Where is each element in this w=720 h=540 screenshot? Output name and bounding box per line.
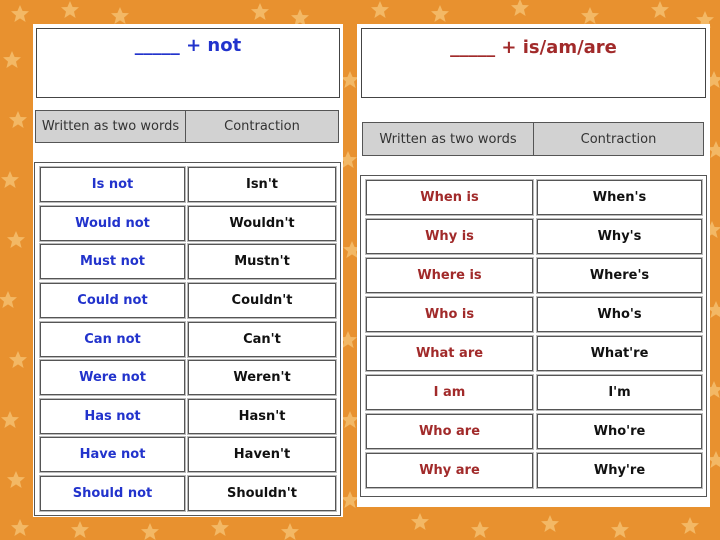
table-row	[361, 297, 706, 332]
contraction-cell: When's	[537, 180, 702, 215]
table-header	[362, 122, 704, 156]
contraction-cell: What're	[537, 336, 702, 371]
contraction-cell: Weren't	[188, 360, 336, 395]
table-row	[35, 399, 340, 434]
column-header-written: Written as two words	[36, 111, 186, 142]
table-row	[35, 167, 340, 202]
panel-title: _____ + not	[36, 28, 340, 98]
table-row	[35, 283, 340, 318]
table-row	[361, 219, 706, 254]
is-am-are-contractions-panel	[357, 24, 710, 507]
written-cell: Were not	[40, 360, 185, 395]
written-cell: I am	[366, 375, 533, 410]
contraction-cell: Where's	[537, 258, 702, 293]
written-cell: Is not	[40, 167, 185, 202]
written-cell: What are	[366, 336, 533, 371]
contraction-cell: Why're	[537, 453, 702, 488]
column-header-written: Written as two words	[363, 123, 534, 155]
contraction-cell: Shouldn't	[188, 476, 336, 511]
contraction-cell: Isn't	[188, 167, 336, 202]
column-header-contraction: Contraction	[224, 119, 300, 134]
written-cell: Have not	[40, 437, 185, 472]
contractions-table	[34, 162, 341, 516]
contraction-cell: Hasn't	[188, 399, 336, 434]
table-row	[35, 322, 340, 357]
written-cell: Should not	[40, 476, 185, 511]
not-contractions-panel	[33, 24, 343, 517]
table-row	[361, 375, 706, 410]
table-row	[35, 360, 340, 395]
table-header	[35, 110, 339, 143]
table-row	[35, 206, 340, 241]
panel-title: _____ + is/am/are	[361, 28, 706, 98]
contraction-cell: I'm	[537, 375, 702, 410]
column-header-contraction: Contraction	[580, 131, 657, 147]
written-cell: Could not	[40, 283, 185, 318]
contraction-cell: Mustn't	[188, 244, 336, 279]
contraction-cell: Can't	[188, 322, 336, 357]
written-cell: Has not	[40, 399, 185, 434]
table-row	[361, 258, 706, 293]
written-cell: Must not	[40, 244, 185, 279]
written-cell: Who are	[366, 414, 533, 449]
contractions-table	[360, 175, 707, 497]
written-cell: Why is	[366, 219, 533, 254]
table-row	[361, 336, 706, 371]
contraction-cell: Wouldn't	[188, 206, 336, 241]
table-row	[361, 453, 706, 488]
written-cell: Who is	[366, 297, 533, 332]
contraction-cell: Couldn't	[188, 283, 336, 318]
contraction-cell: Haven't	[188, 437, 336, 472]
table-row	[35, 244, 340, 279]
table-row	[35, 476, 340, 511]
written-cell: Can not	[40, 322, 185, 357]
table-row	[361, 414, 706, 449]
written-cell: Why are	[366, 453, 533, 488]
table-row	[361, 180, 706, 215]
written-cell: Where is	[366, 258, 533, 293]
contraction-cell: Who're	[537, 414, 702, 449]
contraction-cell: Who's	[537, 297, 702, 332]
table-row	[35, 437, 340, 472]
contraction-cell: Why's	[537, 219, 702, 254]
written-cell: When is	[366, 180, 533, 215]
written-cell: Would not	[40, 206, 185, 241]
